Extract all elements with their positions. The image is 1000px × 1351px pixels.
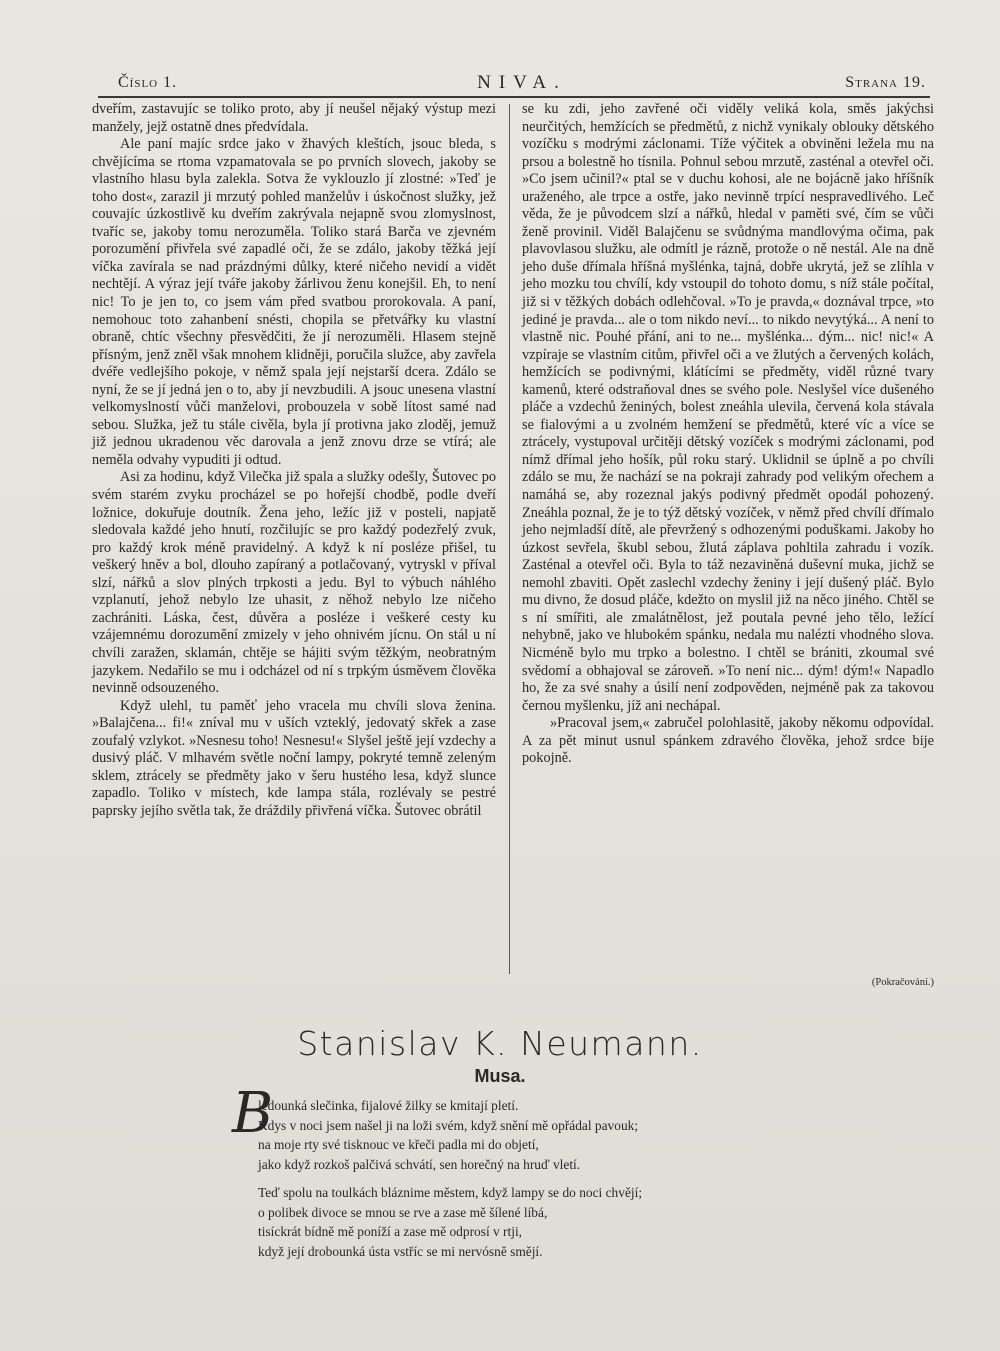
poem-stanza-2 <box>258 1183 642 1261</box>
paragraph: Ale paní majíc srdce jako v žhavých kleštích, jsouc bleda, s chvějícíma se rtoma vzpamatovala se po prvních slovech, jakoby se vlastního hlasu byla zalekla. Sotva že vyklouzlo jí zlostné: »Teď je toho dost«, zarazil ji mrzutý pohled manželův i úskočnost služky, jež couvajíc úzkostlivě ku dveřím zakrývala nejapně svou zlomyslnost, tvaříc se, jakoby tomu nerozuměla. Toliko stará Barča ve zjevném porozumění přivřela své zapadlé oči, že se zdálo, jakoby těžká její víčka zavírala se nad prázdnými důlky, které ničeho nevidí a vidět nechtějí. A výraz její tváře jakoby žárlivou ženu konejšil. Eh, to není nic! To je jen to, co jsem vám před svatbou prorokovala. A paní, nemohouc toto zahanbení snésti, chopila se přetvářky ku vlastní obraně, chtíc všechny přesvědčiti, že jí nerozuměli. Hlasem stejně přísným, jenž zněl však mnohem klidněji, poručila služce, aby zavřela dvéře vedlejšího pokoje, v němž spala její nejstarší dcera. Zdálo se nyní, že se jí jedná jen o to, aby jí nevzbudili. A jsouc unesena vlastní velkomyslností vůči manželovi, probouzela v sobě lítost samé nad sebou. Služka, jež tu stále civěla, byla jí protivna jako zloděj, jemuž již jednou ukradenou věc darovala a jenž znovu drze se vtírá; ale neměla odvahy vypuditi ji odtud. <box>92 136 496 468</box>
poem-title: Musa. <box>474 1066 526 1086</box>
page-number: Strana 19. <box>845 74 926 91</box>
poem-line: když její drobounká ústa vstříc se mi nervósně smějí. <box>258 1243 543 1259</box>
journal-title: NIVA. <box>477 72 567 93</box>
poem-line: Kdys v noci jsem našel ji na loži svém, když snění mě opřádal pavouk; <box>258 1117 639 1133</box>
poem-line: ledounká slečinka, fijalové žilky se kmitají pletí. <box>258 1098 519 1113</box>
column-divider <box>509 104 510 974</box>
poem-line: na moje rty své tisknouc ve křeči padla mi do objetí, <box>258 1137 539 1152</box>
poem-stanza-1 <box>258 1096 638 1174</box>
header-rule <box>98 96 930 98</box>
poem-line: tisíckrát bídně mě poníží a zase mě odprosí v rtji, <box>258 1224 523 1239</box>
paragraph: »Pracoval jsem,« zabručel polohlasitě, jakoby někomu odpovídal. A za pět minut usnul spánkem zdravého člověka, jehož srdce bije pokojně. <box>522 715 934 767</box>
page-header <box>118 74 926 96</box>
poem-line: Teď spolu na toulkách bláznime městem, když lampy se do noci chvějí; <box>258 1185 643 1200</box>
poem-line: jako když rozkoš palčivá schvátí, sen horečný na hruď vletí. <box>258 1156 581 1172</box>
poem-author: Stanislav K. Neumann. <box>297 1024 703 1063</box>
paragraph: Asi za hodinu, když Vilečka již spala a služky odešly, Šutovec po svém starém zvyku procházel se po hořejší chodbě, podle dveří ložnice, dokuřuje doutník. Žena jeho, ležíc již v posteli, napjatě sledovala každé jeho hnutí, rozčilujíc se pro každý podezřelý zvuk, pro každý krok méně pravidelný. A když k ní posléze přišel, tu veškerý hněv a bol, dlouho zapíraný a potlačovaný, vytryskl v příval slzí, nářků a slov plných trpkosti a jedu. Byl to výbuch náhlého vzplanutí, jehož nebylo lze uhasit, z něhož nebylo lze ničeho zachrániti. Láska, čest, důvěra a posléze i veškeré cesty ku vzájemnému dorozumění zmizely v jeho ohnivém jícnu. On stál u ní chvíli zaražen, sklamán, chtěje se hájiti svým těžkým, neobratným jazykem. Nedařilo se mu i odcházel od ní s trpkým úsměvem člověka nevinně odsouzeného. <box>92 469 496 697</box>
issue-number: Číslo 1. <box>118 74 178 91</box>
paragraph: dveřím, zastavujíc se toliko proto, aby jí neušel nějaký výstup mezi manžely, jejž ostatně dnes předvídala. <box>92 101 496 135</box>
continuation-note: (Pokračování.) <box>871 977 934 988</box>
paragraph: se ku zdi, jeho zavřené oči viděly veliká kola, směs jakýchsi neurčitých, hemžících se předmětů, z nichž vynikaly oblouky dětského vozíčku s modrými záclonami. Tíže výčitek a obviněni ležela mu na prsou a bolestně ho tísnila. Pohnul sebou mrzutě, zasténal a otevřel oči. »Co jsem učinil?« ptal se v duchu kohosi, ale ne bojácně jako hříšník uraženého, ale trpce a ostře, jako nevinně trpící nespravedlivého. Leč věda, že je původcem slzí a nářků, hledal v paměti své, čím se vůči ženě provinil. Viděl Balajčenu se svůdnýma mandlovýma očima, pak plavovlasou služku, ale odmítl je rázně, protože o ně nestál. Ale na dně jeho duše dřímala hříšná myšlénka, tajná, dobře ukrytá, jež se zlíhla v jeho mozku tou chvílí, kdy vstoupil do tohoto domu, s níž stále počítal, již si v těžkých dobách odlehčoval. »To je pravda,« doznával trpce, »to jediné je pravda... ale o tom nikdo neví... to nikdo nevytýká... A není to vlastně nic. Pouhé přání, ani to ne... myšlénka... dým... nic! nic!« A vzpíraje se vlastním citům, přivřel oči a ve žlutých a červených kolách, hemžících se podivnými, klátícími se předměty, viděl různé tvary kamenů, které odstraňoval dnes se svého pole. Neslyšel více dušeného pláče a vzdechů ženiných, bolest zneáhla ulevila, červená kola stávala se fialovými a u zvolném hemžení se předmětů, které víc a více se ztrácely, vystupoval určitěji dětský vozíček s modrými záclonami, pod nímž dřímal jeho hošík, půl roku starý. Uklidnil se úplně a po chvíli zdálo se mu, že nachází se na pokraji zahrady pod velikým ořechem a namáhá se, aby rozeznal jakýs podivný předmět opodál pohozený. Zneáhla poznal, že je to týž dětský vozíček, v němž před chvílí dřímalo jeho nejmladší dítě, ale převržený s odhozenými poduškami. Jakoby ho úzkost sevřela, škubl sebou, žlutá záplava pohltila zahradu i vozík. Zasténal a otevřel oči. Byla to táž nezaviněná duševní muka, jichž se nemohl zbaviti. Opět zaslechl vzdechy ženiny i její dušený pláč. Bylo mu divno, že dosud pláče, kdežto on myslil již na něco jiného. Chtěl se s ní smířiti, ale zmalátnělost, jež poutala pevné jeho tělo, ležící nehybně, jako ve hlubokém spánku, nedala mu nalézti vhodného slova. Nicméně bylo mu trpko a bolestno. I chtěl se brániti, zkoumal své svědomí a obhajoval se zároveň. »To není nic... dým! dým!« Napadlo ho, že za své snahy a úsilí není zodpověden, nejméně pak za takovou černou myšlenku, jíž ani nechápal. <box>522 101 934 714</box>
right-column <box>522 101 934 988</box>
left-column <box>92 101 496 820</box>
poem-line: o polibek divoce se mnou se rve a zase mě šílené líbá, <box>258 1204 548 1220</box>
drop-cap: B <box>232 1081 274 1146</box>
paragraph: Když ulehl, tu paměť jeho vracela mu chvíli slova ženina. »Balajčena... fi!« zníval mu v uších vzteklý, jedovatý skřek a zase zoufalý vzlykot. »Nesnesu toho! Nesnesu!« Slyšel ještě její vzdechy a dusivý pláč. V mlhavém světle noční lampy, pokryté temně zeleným sklem, ztrácely se předměty jako v šeru hustého lesa, když slunce zapadlo. Toliko v místech, kde lampa stála, rozlévaly se pestré paprsky jejího světla tak, že dráždily přivřená víčka. Šutovec obrátil <box>92 697 496 819</box>
